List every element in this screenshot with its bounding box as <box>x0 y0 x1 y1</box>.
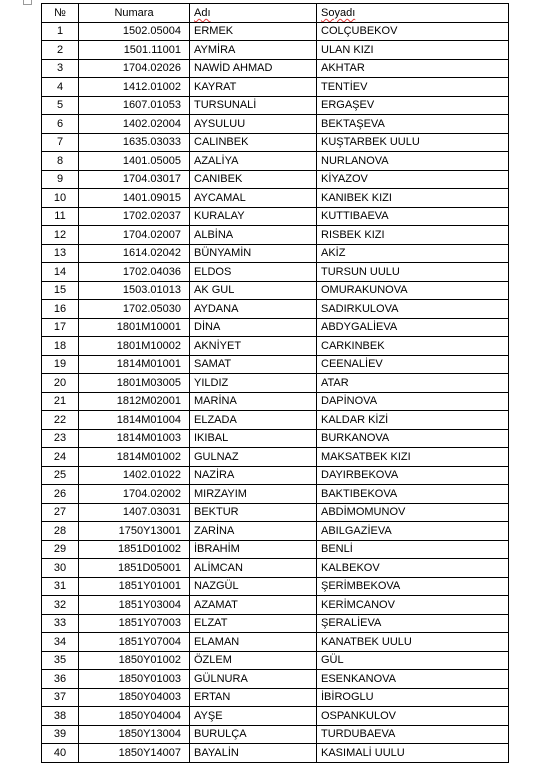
row-surname-cell: AKHTAR <box>317 59 509 78</box>
row-surname-cell: KASIMALİ UULU <box>317 744 509 763</box>
row-no-cell: 36 <box>42 670 79 689</box>
table-row <box>42 725 509 744</box>
row-surname-cell: BURKANOVA <box>317 429 509 448</box>
table-row <box>42 78 509 97</box>
row-number-cell: 1402.02004 <box>79 115 190 134</box>
row-number-cell: 1607.01053 <box>79 96 190 115</box>
row-surname-cell: CEENALİEV <box>317 355 509 374</box>
table-row <box>42 411 509 430</box>
row-surname-cell: ABDYGALİEVA <box>317 318 509 337</box>
row-number-cell: 1750Y13001 <box>79 522 190 541</box>
row-name-cell: MIRZAYIM <box>190 485 317 504</box>
header-name-text: Adı <box>194 6 211 19</box>
row-surname-cell: SADIRKULOVA <box>317 300 509 319</box>
row-no-cell: 37 <box>42 688 79 707</box>
row-name-cell: NAZİRA <box>190 466 317 485</box>
table-row <box>42 59 509 78</box>
row-name-cell: BEKTUR <box>190 503 317 522</box>
row-name-cell: ELAMAN <box>190 633 317 652</box>
table-row <box>42 318 509 337</box>
row-number-cell: 1501.11001 <box>79 41 190 60</box>
row-name-cell: BURULÇA <box>190 725 317 744</box>
row-number-cell: 1851Y07003 <box>79 614 190 633</box>
row-number-cell: 1635.03033 <box>79 133 190 152</box>
row-no-cell: 10 <box>42 189 79 208</box>
row-number-cell: 1850Y14007 <box>79 744 190 763</box>
row-name-cell: ERTAN <box>190 688 317 707</box>
row-number-cell: 1402.01022 <box>79 466 190 485</box>
row-no-cell: 31 <box>42 577 79 596</box>
row-no-cell: 33 <box>42 614 79 633</box>
row-name-cell: KURALAY <box>190 207 317 226</box>
table-row <box>42 559 509 578</box>
row-no-cell: 14 <box>42 263 79 282</box>
table-row <box>42 374 509 393</box>
row-surname-cell: AKİZ <box>317 244 509 263</box>
row-number-cell: 1851Y03004 <box>79 596 190 615</box>
row-name-cell: CANIBEK <box>190 170 317 189</box>
row-name-cell: İBRAHİM <box>190 540 317 559</box>
row-name-cell: BAYALİN <box>190 744 317 763</box>
header-surname-text: Soyadı <box>321 6 356 19</box>
row-no-cell: 12 <box>42 226 79 245</box>
row-number-cell: 1401.09015 <box>79 189 190 208</box>
row-no-cell: 32 <box>42 596 79 615</box>
row-number-cell: 1812M02001 <box>79 392 190 411</box>
row-surname-cell: KUŞTARBEK UULU <box>317 133 509 152</box>
row-no-cell: 39 <box>42 725 79 744</box>
row-no-cell: 6 <box>42 115 79 134</box>
row-name-cell: TURSUNALİ <box>190 96 317 115</box>
row-name-cell: ELZADA <box>190 411 317 430</box>
row-number-cell: 1850Y04004 <box>79 707 190 726</box>
row-number-cell: 1850Y01003 <box>79 670 190 689</box>
row-number-cell: 1412.01002 <box>79 78 190 97</box>
row-surname-cell: TURSUN UULU <box>317 263 509 282</box>
row-number-cell: 1704.02007 <box>79 226 190 245</box>
row-no-cell: 17 <box>42 318 79 337</box>
row-number-cell: 1704.02026 <box>79 59 190 78</box>
row-no-cell: 24 <box>42 448 79 467</box>
table-row <box>42 614 509 633</box>
row-surname-cell: ABDİMOMUNOV <box>317 503 509 522</box>
table-row <box>42 41 509 60</box>
row-no-cell: 23 <box>42 429 79 448</box>
row-number-cell: 1702.02037 <box>79 207 190 226</box>
row-name-cell: AYSULUU <box>190 115 317 134</box>
table-row <box>42 651 509 670</box>
row-surname-cell: ERGAŞEV <box>317 96 509 115</box>
row-name-cell: AYMİRA <box>190 41 317 60</box>
table-row <box>42 429 509 448</box>
row-name-cell: KAYRAT <box>190 78 317 97</box>
row-number-cell: 1801M10002 <box>79 337 190 356</box>
row-name-cell: ALBİNA <box>190 226 317 245</box>
row-number-cell: 1851D05001 <box>79 559 190 578</box>
row-name-cell: BÜNYAMİN <box>190 244 317 263</box>
row-surname-cell: TURDUBAEVA <box>317 725 509 744</box>
row-surname-cell: ULAN KIZI <box>317 41 509 60</box>
table-row <box>42 688 509 707</box>
header-number: Numara <box>79 4 190 23</box>
row-surname-cell: KERİMCANOV <box>317 596 509 615</box>
row-no-cell: 3 <box>42 59 79 78</box>
table-row <box>42 281 509 300</box>
table-row <box>42 596 509 615</box>
row-name-cell: ALİMCAN <box>190 559 317 578</box>
row-name-cell: GÜLNURA <box>190 670 317 689</box>
row-surname-cell: KUTTIBAEVA <box>317 207 509 226</box>
row-no-cell: 16 <box>42 300 79 319</box>
row-number-cell: 1704.02002 <box>79 485 190 504</box>
row-surname-cell: KALDAR KİZİ <box>317 411 509 430</box>
table-row <box>42 207 509 226</box>
table-row <box>42 577 509 596</box>
row-no-cell: 35 <box>42 651 79 670</box>
row-number-cell: 1702.05030 <box>79 300 190 319</box>
row-no-cell: 29 <box>42 540 79 559</box>
row-no-cell: 30 <box>42 559 79 578</box>
row-number-cell: 1502.05004 <box>79 22 190 41</box>
header-no: № <box>42 4 79 23</box>
row-number-cell: 1704.03017 <box>79 170 190 189</box>
row-no-cell: 26 <box>42 485 79 504</box>
row-number-cell: 1801M10001 <box>79 318 190 337</box>
row-surname-cell: KANIBEK KIZI <box>317 189 509 208</box>
row-number-cell: 1702.04036 <box>79 263 190 282</box>
row-name-cell: GULNAZ <box>190 448 317 467</box>
row-number-cell: 1850Y13004 <box>79 725 190 744</box>
row-number-cell: 1850Y04003 <box>79 688 190 707</box>
row-no-cell: 7 <box>42 133 79 152</box>
row-no-cell: 5 <box>42 96 79 115</box>
table-row <box>42 485 509 504</box>
row-surname-cell: MAKSATBEK KIZI <box>317 448 509 467</box>
row-name-cell: ZARİNA <box>190 522 317 541</box>
row-name-cell: ELZAT <box>190 614 317 633</box>
row-surname-cell: ŞERİMBEKOVA <box>317 577 509 596</box>
row-surname-cell: CARKINBEK <box>317 337 509 356</box>
table-row <box>42 170 509 189</box>
row-number-cell: 1407.03031 <box>79 503 190 522</box>
row-name-cell: AYDANA <box>190 300 317 319</box>
row-surname-cell: BEKTAŞEVA <box>317 115 509 134</box>
row-name-cell: AYŞE <box>190 707 317 726</box>
row-number-cell: 1851Y01001 <box>79 577 190 596</box>
header-name <box>190 4 317 23</box>
row-surname-cell: RISBEK KIZI <box>317 226 509 245</box>
row-number-cell: 1814M01002 <box>79 448 190 467</box>
row-no-cell: 2 <box>42 41 79 60</box>
row-number-cell: 1814M01003 <box>79 429 190 448</box>
row-surname-cell: BENLİ <box>317 540 509 559</box>
row-number-cell: 1614.02042 <box>79 244 190 263</box>
table-row <box>42 115 509 134</box>
row-surname-cell: ESENKANOVA <box>317 670 509 689</box>
row-surname-cell: ŞERALİEVA <box>317 614 509 633</box>
row-no-cell: 25 <box>42 466 79 485</box>
student-table <box>41 3 509 763</box>
row-number-cell: 1503.01013 <box>79 281 190 300</box>
table-row <box>42 522 509 541</box>
row-surname-cell: GÜL <box>317 651 509 670</box>
row-no-cell: 38 <box>42 707 79 726</box>
row-no-cell: 40 <box>42 744 79 763</box>
table-row <box>42 503 509 522</box>
table-row <box>42 540 509 559</box>
row-no-cell: 15 <box>42 281 79 300</box>
row-no-cell: 8 <box>42 152 79 171</box>
row-surname-cell: OMURAKUNOVA <box>317 281 509 300</box>
table-row <box>42 744 509 763</box>
row-no-cell: 27 <box>42 503 79 522</box>
table-row <box>42 22 509 41</box>
row-surname-cell: İBİROGLU <box>317 688 509 707</box>
row-no-cell: 4 <box>42 78 79 97</box>
table-row <box>42 300 509 319</box>
row-name-cell: YILDIZ <box>190 374 317 393</box>
table-header-row <box>42 4 509 23</box>
row-name-cell: AKNİYET <box>190 337 317 356</box>
table-row <box>42 355 509 374</box>
row-name-cell: DİNA <box>190 318 317 337</box>
table-row <box>42 633 509 652</box>
row-number-cell: 1850Y01002 <box>79 651 190 670</box>
row-number-cell: 1851Y07004 <box>79 633 190 652</box>
row-surname-cell: COLÇUBEKOV <box>317 22 509 41</box>
row-name-cell: MARİNA <box>190 392 317 411</box>
header-surname <box>317 4 509 23</box>
table-row <box>42 392 509 411</box>
table-row <box>42 226 509 245</box>
row-surname-cell: DAPİNOVA <box>317 392 509 411</box>
row-no-cell: 9 <box>42 170 79 189</box>
row-no-cell: 20 <box>42 374 79 393</box>
row-no-cell: 13 <box>42 244 79 263</box>
row-no-cell: 19 <box>42 355 79 374</box>
row-surname-cell: ATAR <box>317 374 509 393</box>
row-name-cell: ELDOS <box>190 263 317 282</box>
row-no-cell: 11 <box>42 207 79 226</box>
row-no-cell: 28 <box>42 522 79 541</box>
row-name-cell: ERMEK <box>190 22 317 41</box>
table-row <box>42 670 509 689</box>
row-no-cell: 18 <box>42 337 79 356</box>
table-row <box>42 189 509 208</box>
row-surname-cell: KİYAZOV <box>317 170 509 189</box>
table-row <box>42 244 509 263</box>
row-surname-cell: NURLANOVA <box>317 152 509 171</box>
row-surname-cell: TENTİEV <box>317 78 509 97</box>
table-row <box>42 96 509 115</box>
row-name-cell: AYCAMAL <box>190 189 317 208</box>
row-name-cell: NAWİD AHMAD <box>190 59 317 78</box>
row-number-cell: 1814M01001 <box>79 355 190 374</box>
row-surname-cell: KALBEKOV <box>317 559 509 578</box>
table-row <box>42 466 509 485</box>
table-move-handle[interactable] <box>23 0 32 5</box>
table-row <box>42 337 509 356</box>
row-no-cell: 21 <box>42 392 79 411</box>
table-row <box>42 707 509 726</box>
row-name-cell: IKIBAL <box>190 429 317 448</box>
row-surname-cell: OSPANKULOV <box>317 707 509 726</box>
row-name-cell: AZALİYA <box>190 152 317 171</box>
row-number-cell: 1801M03005 <box>79 374 190 393</box>
row-surname-cell: DAYIRBEKOVA <box>317 466 509 485</box>
table-row <box>42 152 509 171</box>
row-surname-cell: BAKTIBEKOVA <box>317 485 509 504</box>
row-number-cell: 1814M01004 <box>79 411 190 430</box>
table-row <box>42 133 509 152</box>
table-row <box>42 263 509 282</box>
row-no-cell: 1 <box>42 22 79 41</box>
row-name-cell: AK GUL <box>190 281 317 300</box>
row-name-cell: ÖZLEM <box>190 651 317 670</box>
row-name-cell: AZAMAT <box>190 596 317 615</box>
row-surname-cell: ABILGAZİEVA <box>317 522 509 541</box>
row-name-cell: CALINBEK <box>190 133 317 152</box>
row-number-cell: 1401.05005 <box>79 152 190 171</box>
row-name-cell: NAZGÜL <box>190 577 317 596</box>
table-row <box>42 448 509 467</box>
row-number-cell: 1851D01002 <box>79 540 190 559</box>
row-no-cell: 34 <box>42 633 79 652</box>
row-name-cell: SAMAT <box>190 355 317 374</box>
row-no-cell: 22 <box>42 411 79 430</box>
row-surname-cell: KANATBEK UULU <box>317 633 509 652</box>
